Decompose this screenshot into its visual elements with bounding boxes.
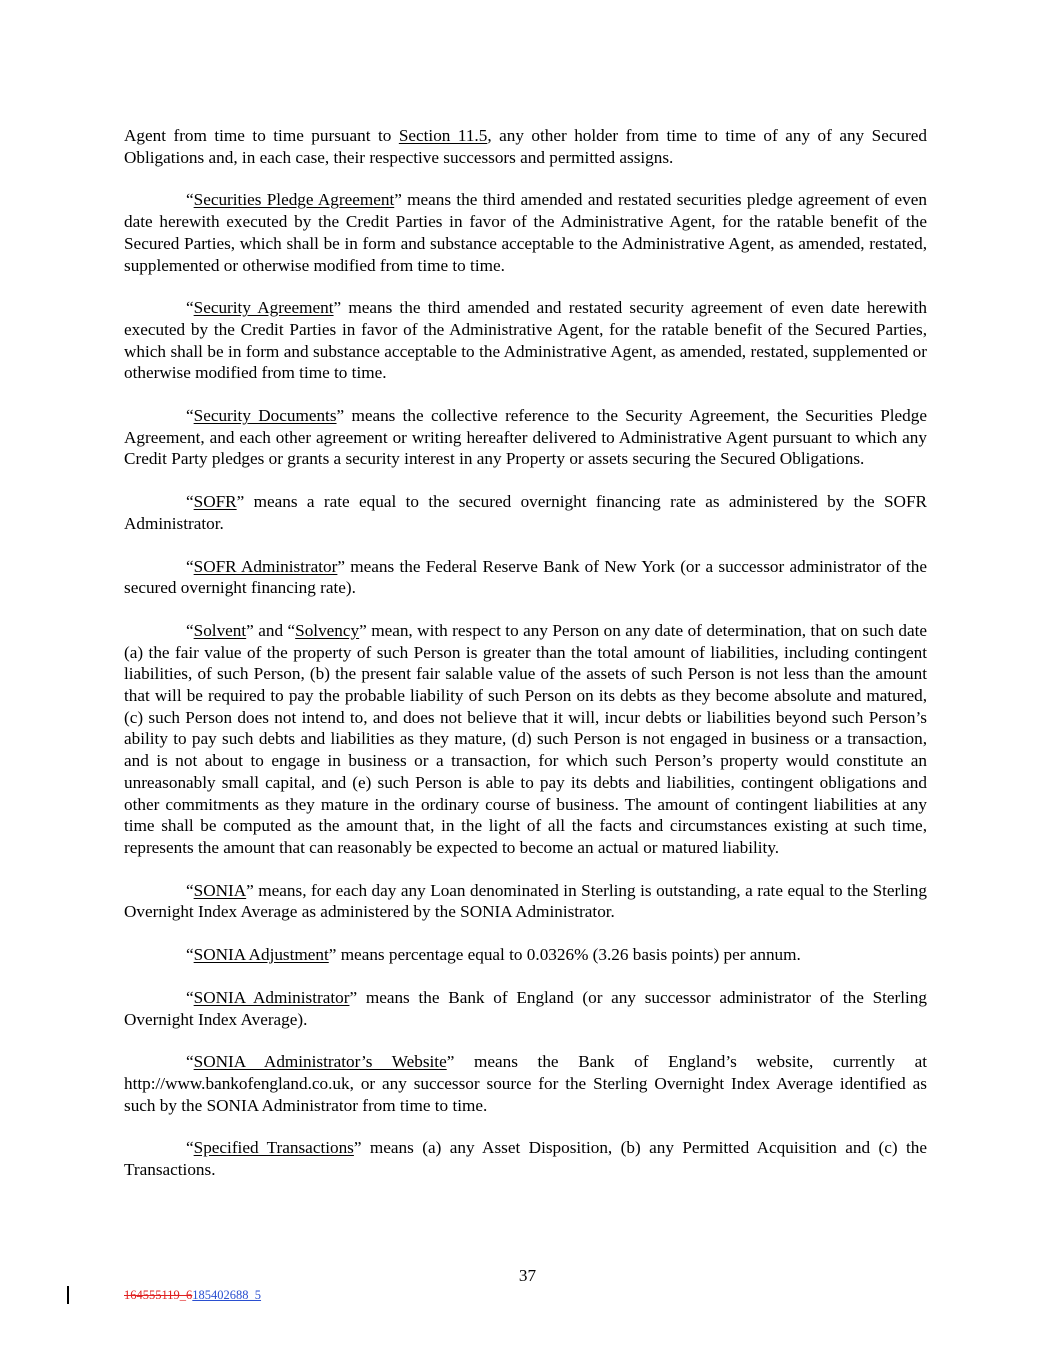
paragraph-text: ” means the Bank of England’s website, currently at http://www.bankofengland.co.uk, or any successor source for the Sterling Overnight Index Average identified as such by the SONIA Administrator from time to time.: [124, 1052, 927, 1115]
paragraph: [124, 944, 927, 966]
paragraph-text: ” means a rate equal to the secured overnight financing rate as administered by the SOFR Administrator.: [124, 492, 927, 533]
paragraph-text: “: [186, 492, 194, 512]
defined-term: Section 11.5: [398, 126, 488, 145]
paragraph: [124, 1051, 927, 1116]
paragraph: [124, 556, 927, 599]
defined-term: Security Agreement: [193, 298, 334, 318]
page-number: 37: [518, 1266, 537, 1285]
defined-term: SOFR Administrator: [193, 556, 338, 576]
paragraph: [124, 125, 927, 168]
defined-term: Solvency: [295, 620, 360, 640]
paragraph: [124, 405, 927, 470]
document-body: [124, 125, 927, 1202]
paragraph-text: , any other holder from time to time of any of any Secured Obligations and, in each case, their respective successors and permitted assigns.: [124, 126, 927, 167]
paragraph-text: “: [186, 298, 194, 318]
document-id-inserted: 185402688_5: [192, 1288, 262, 1302]
paragraph-text: ” means, for each day any Loan denominated in Sterling is outstanding, a rate equal to the Sterling Overnight Index Average as administered by the SONIA Administrator.: [124, 880, 927, 922]
paragraph-text: ” means percentage equal to 0.0326% (3.26 basis points) per annum.: [328, 945, 801, 965]
paragraph: [124, 189, 927, 276]
paragraph-text: “: [186, 1138, 194, 1158]
paragraph: [124, 1137, 927, 1180]
change-bar: [67, 1286, 69, 1304]
document-id: [124, 1288, 261, 1303]
paragraph-text: ” means the Federal Reserve Bank of New York (or a successor administrator of the secured overnight financing rate).: [124, 556, 927, 598]
paragraph-text: “: [186, 945, 194, 965]
paragraph: [124, 297, 927, 384]
paragraph-text: ” means the collective reference to the Security Agreement, the Securities Pledge Agreement, and each other agreement or writing hereafter delivered to Administrative Agent pursuant to which any Credit Party pledges or grants a security interest in any Property or assets securing the Secured Obligations.: [124, 406, 927, 469]
paragraph-text: Agent from time to time pursuant to: [124, 126, 399, 145]
defined-term: SONIA Administrator: [193, 987, 350, 1007]
defined-term: Specified Transactions: [193, 1138, 354, 1158]
defined-term: Security Documents: [193, 406, 337, 426]
paragraph: [124, 620, 927, 859]
paragraph-text: “: [186, 987, 194, 1007]
paragraph-text: ” means the third amended and restated securities pledge agreement of even date herewith executed by the Credit Parties in favor of the Administrative Agent, for the ratable benefit of the Secured Parties, which shall be in form and substance acceptable to the Administrative Agent, as amended, restated, supplemented or otherwise modified from time to time.: [124, 190, 928, 275]
paragraph: [124, 880, 927, 923]
defined-term: SONIA Adjustment: [193, 945, 329, 965]
paragraph: [124, 987, 927, 1030]
defined-term: Solvent: [193, 620, 247, 640]
paragraph-text: “: [186, 620, 194, 640]
paragraph-text: ” mean, with respect to any Person on any date of determination, that on such date (a) the fair value of the property of such Person is greater than the total amount of liabilities, including contingent liabilities, of such Person, (b) the present fair salable value of the assets of such Person is not less than the amount that will be required to pay the probable liability of such Person on its debts as they become absolute and matured, (c) such Person does not intend to, and does not believe that it will, incur debts or liabilities beyond such Person’s ability to pay such debts and liabilities as they mature, (d) such Person is not engaged in business or a transaction, and is not about to engage in business or a transaction, for which such Person’s property would constitute an unreasonably small capital, and (e) such Person is able to pay its debts and liabilities, contingent obligations and other commitments as they mature in the ordinary course of business. The amount of contingent liabilities at any time shall be computed as the amount that, in the light of all the facts and circumstances existing at such time, represents the amount that can reasonably be expected to become an actual or matured liability.: [124, 620, 927, 857]
paragraph: [124, 491, 927, 534]
defined-term: Securities Pledge Agreement: [193, 190, 395, 210]
defined-term: SOFR: [193, 492, 237, 512]
paragraph-text: ” and “: [246, 620, 296, 640]
defined-term: SONIA Administrator’s Website: [193, 1052, 447, 1072]
paragraph-text: “: [186, 190, 194, 210]
paragraph-text: “: [186, 556, 194, 576]
paragraph-text: “: [186, 406, 194, 426]
paragraph-text: ” means the third amended and restated security agreement of even date herewith executed by the Credit Parties in favor of the Administrative Agent, for the ratable benefit of the Secured Parties, which shall be in form and substance acceptable to the Administrative Agent, as amended, restated, supplemented or otherwise modified from time to time.: [124, 298, 927, 383]
paragraph-text: “: [186, 1052, 194, 1072]
paragraph-text: ” means the Bank of England (or any successor administrator of the Sterling Overnight Index Average).: [124, 987, 927, 1029]
defined-term: SONIA: [193, 880, 247, 900]
paragraph-text: “: [186, 880, 194, 900]
paragraph-text: ” means (a) any Asset Disposition, (b) any Permitted Acquisition and (c) the Transactions.: [124, 1138, 927, 1180]
document-id-deleted: 164555119_6: [124, 1288, 193, 1302]
